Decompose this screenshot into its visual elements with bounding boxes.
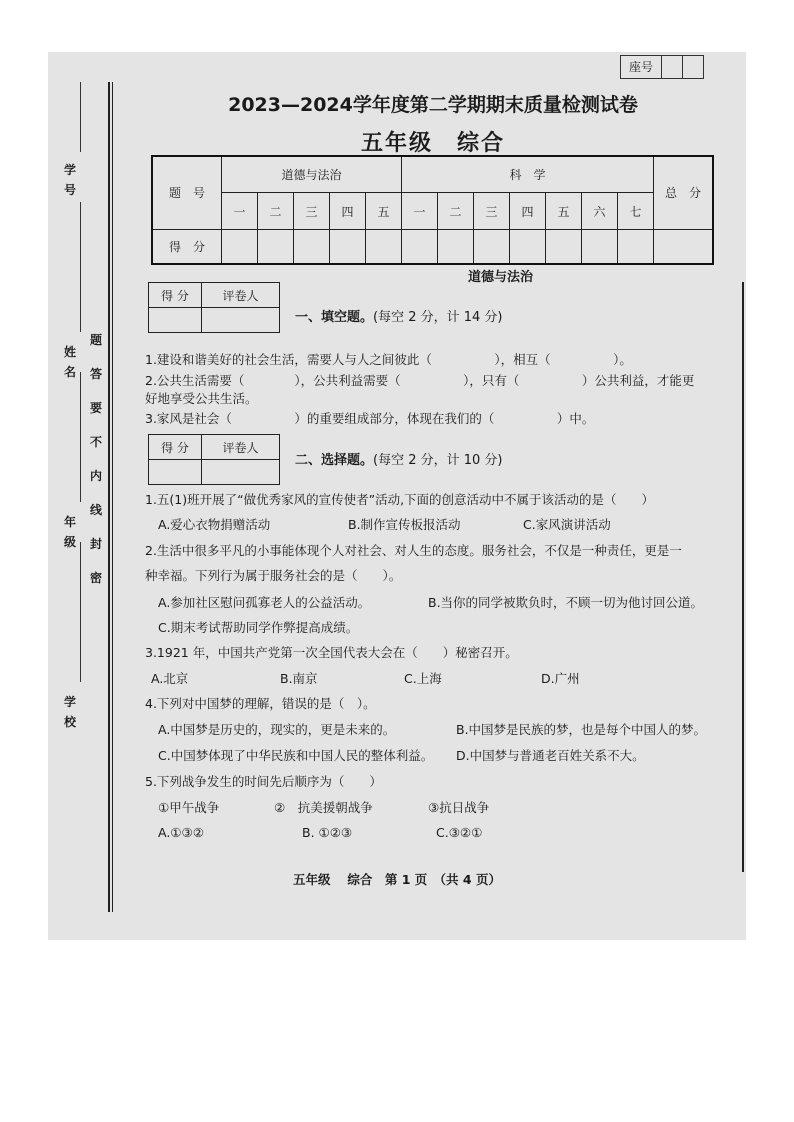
score-table-group-morality: 道德与法治 xyxy=(222,156,402,193)
score-col: 一 xyxy=(222,193,258,230)
score-col: 五 xyxy=(366,193,402,230)
q3-option-b: B.南京 xyxy=(280,671,318,686)
score-col: 三 xyxy=(294,193,330,230)
grader-reviewer-label: 评卷人 xyxy=(202,435,280,460)
section2-title: 二、选择题。(每空 2 分，计 10 分) xyxy=(295,453,503,468)
grader-cell[interactable] xyxy=(202,308,280,333)
q4-option-d: D.中国梦与普通老百姓关系不大。 xyxy=(456,748,645,763)
name-blank xyxy=(80,202,81,332)
q2-option-c: C.期末考试帮助同学作弊提高成绩。 xyxy=(158,620,359,635)
score-cell[interactable] xyxy=(582,229,618,264)
q1-option-c: C.家风演讲活动 xyxy=(523,517,611,532)
grader-reviewer-label: 评卷人 xyxy=(202,283,280,308)
score-table-group-science: 科 学 xyxy=(402,156,654,193)
school-label: 学校 xyxy=(63,695,76,729)
score-col: 四 xyxy=(330,193,366,230)
section-heading: 道德与法治 xyxy=(468,270,534,285)
seal-char: 要 xyxy=(89,401,102,415)
score-cell[interactable] xyxy=(618,229,654,264)
page-footer: 五年级 综合 第 1 页 （共 4 页） xyxy=(293,872,501,887)
score-cell[interactable] xyxy=(402,229,438,264)
q4-option-a: A.中国梦是历史的，现实的，更是未来的。 xyxy=(158,722,396,737)
q3-option-d: D.广州 xyxy=(541,671,580,686)
q2-option-a: A.参加社区慰问孤寡老人的公益活动。 xyxy=(158,595,371,610)
score-cell[interactable] xyxy=(438,229,474,264)
binding-line-inner xyxy=(112,82,113,912)
seal-char: 不 xyxy=(89,435,102,449)
fill-question-3: 3.家风是社会（ ）的重要组成部分，体现在我们的（ ）中。 xyxy=(145,411,595,426)
grade-blank xyxy=(80,372,81,502)
grader-cell[interactable] xyxy=(149,308,202,333)
seal-char: 题 xyxy=(89,333,102,347)
grader-score-label: 得 分 xyxy=(149,283,202,308)
choice-question-3: 3.1921 年，中国共产党第一次全国代表大会在（ ）秘密召开。 xyxy=(145,645,518,660)
exam-paper xyxy=(48,52,746,940)
choice-question-1: 1.五(1)班开展了“做优秀家风的宣传使者”活动,下面的创意活动中不属于该活动的是（ ） xyxy=(145,492,655,507)
score-cell[interactable] xyxy=(330,229,366,264)
q4-option-b: B.中国梦是民族的梦，也是每个中国人的梦。 xyxy=(456,722,707,737)
q2-option-b: B.当你的同学被欺负时，不顾一切为他讨回公道。 xyxy=(428,595,704,610)
seat-label: 座号 xyxy=(628,60,653,74)
q3-option-c: C.上海 xyxy=(404,671,442,686)
score-col: 一 xyxy=(402,193,438,230)
seat-cell[interactable] xyxy=(661,56,682,78)
seal-char: 线 xyxy=(89,503,102,517)
choice-question-4: 4.下列对中国梦的理解，错误的是（ ）。 xyxy=(145,696,376,711)
score-col: 七 xyxy=(618,193,654,230)
score-cell[interactable] xyxy=(510,229,546,264)
q1-option-a: A.爱心衣物捐赠活动 xyxy=(158,517,271,532)
q3-option-a: A.北京 xyxy=(151,671,189,686)
q5-item-3: ③抗日战争 xyxy=(428,800,490,815)
seal-char: 答 xyxy=(89,367,102,381)
q5-option-b: B. ①②③ xyxy=(302,825,353,840)
q5-option-c: C.③②① xyxy=(436,825,483,840)
score-col: 三 xyxy=(474,193,510,230)
score-cell[interactable] xyxy=(366,229,402,264)
score-table xyxy=(151,155,714,265)
name-label: 姓名 xyxy=(63,345,76,379)
score-col: 六 xyxy=(582,193,618,230)
seat-number-box xyxy=(620,55,704,79)
score-cell[interactable] xyxy=(258,229,294,264)
q5-item-2: ② 抗美援朝战争 xyxy=(274,800,373,815)
seal-char: 密 xyxy=(89,571,102,585)
score-col: 二 xyxy=(258,193,294,230)
choice-question-2: 2.生活中很多平凡的小事能体现个人对社会、对人生的态度。服务社会，不仅是一种责任，更是一 xyxy=(145,543,682,558)
seal-char: 封 xyxy=(89,537,102,551)
grade-label: 年级 xyxy=(63,515,76,549)
q1-option-b: B.制作宣传板报活动 xyxy=(348,517,461,532)
exam-subtitle: 五年级 综合 xyxy=(360,131,505,156)
score-table-row-label: 题 号 xyxy=(152,156,222,229)
score-col: 四 xyxy=(510,193,546,230)
right-margin-line xyxy=(742,282,744,872)
grader-cell[interactable] xyxy=(149,460,202,485)
fill-question-1: 1.建设和谐美好的社会生活，需要人与人之间彼此（ ），相互（ ）。 xyxy=(145,352,632,367)
student-id-blank xyxy=(80,82,81,152)
q5-option-a: A.①③② xyxy=(158,825,204,840)
score-cell[interactable] xyxy=(654,229,714,264)
seal-line-text xyxy=(88,330,104,588)
fill-question-2-cont: 好地享受公共生活。 xyxy=(145,391,258,406)
seat-cell[interactable] xyxy=(682,56,703,78)
binding-line-outer xyxy=(108,82,110,912)
choice-question-5: 5.下列战争发生的时间先后顺序为（ ） xyxy=(145,774,382,789)
score-cell[interactable] xyxy=(222,229,258,264)
student-id-label: 学号 xyxy=(63,163,76,197)
fill-question-2: 2.公共生活需要（ ），公共利益需要（ ），只有（ ）公共利益，才能更 xyxy=(145,373,695,388)
grader-box-2 xyxy=(148,434,280,485)
score-cell[interactable] xyxy=(546,229,582,264)
score-col: 二 xyxy=(438,193,474,230)
score-cell[interactable] xyxy=(294,229,330,264)
school-blank xyxy=(80,542,81,682)
score-col: 五 xyxy=(546,193,582,230)
grader-cell[interactable] xyxy=(202,460,280,485)
grader-box-1 xyxy=(148,282,280,333)
score-table-total-label: 总 分 xyxy=(654,156,714,229)
section1-title: 一、填空题。(每空 2 分，计 14 分) xyxy=(295,310,503,325)
exam-title: 2023—2024学年度第二学期期末质量检测试卷 xyxy=(228,94,638,116)
seal-char: 内 xyxy=(89,469,102,483)
score-cell[interactable] xyxy=(474,229,510,264)
grader-score-label: 得 分 xyxy=(149,435,202,460)
score-row-label: 得 分 xyxy=(152,229,222,264)
q5-item-1: ①甲午战争 xyxy=(158,800,220,815)
q4-option-c: C.中国梦体现了中华民族和中国人民的整体利益。 xyxy=(158,748,434,763)
choice-question-2-cont: 种幸福。下列行为属于服务社会的是（ ）。 xyxy=(145,568,402,583)
